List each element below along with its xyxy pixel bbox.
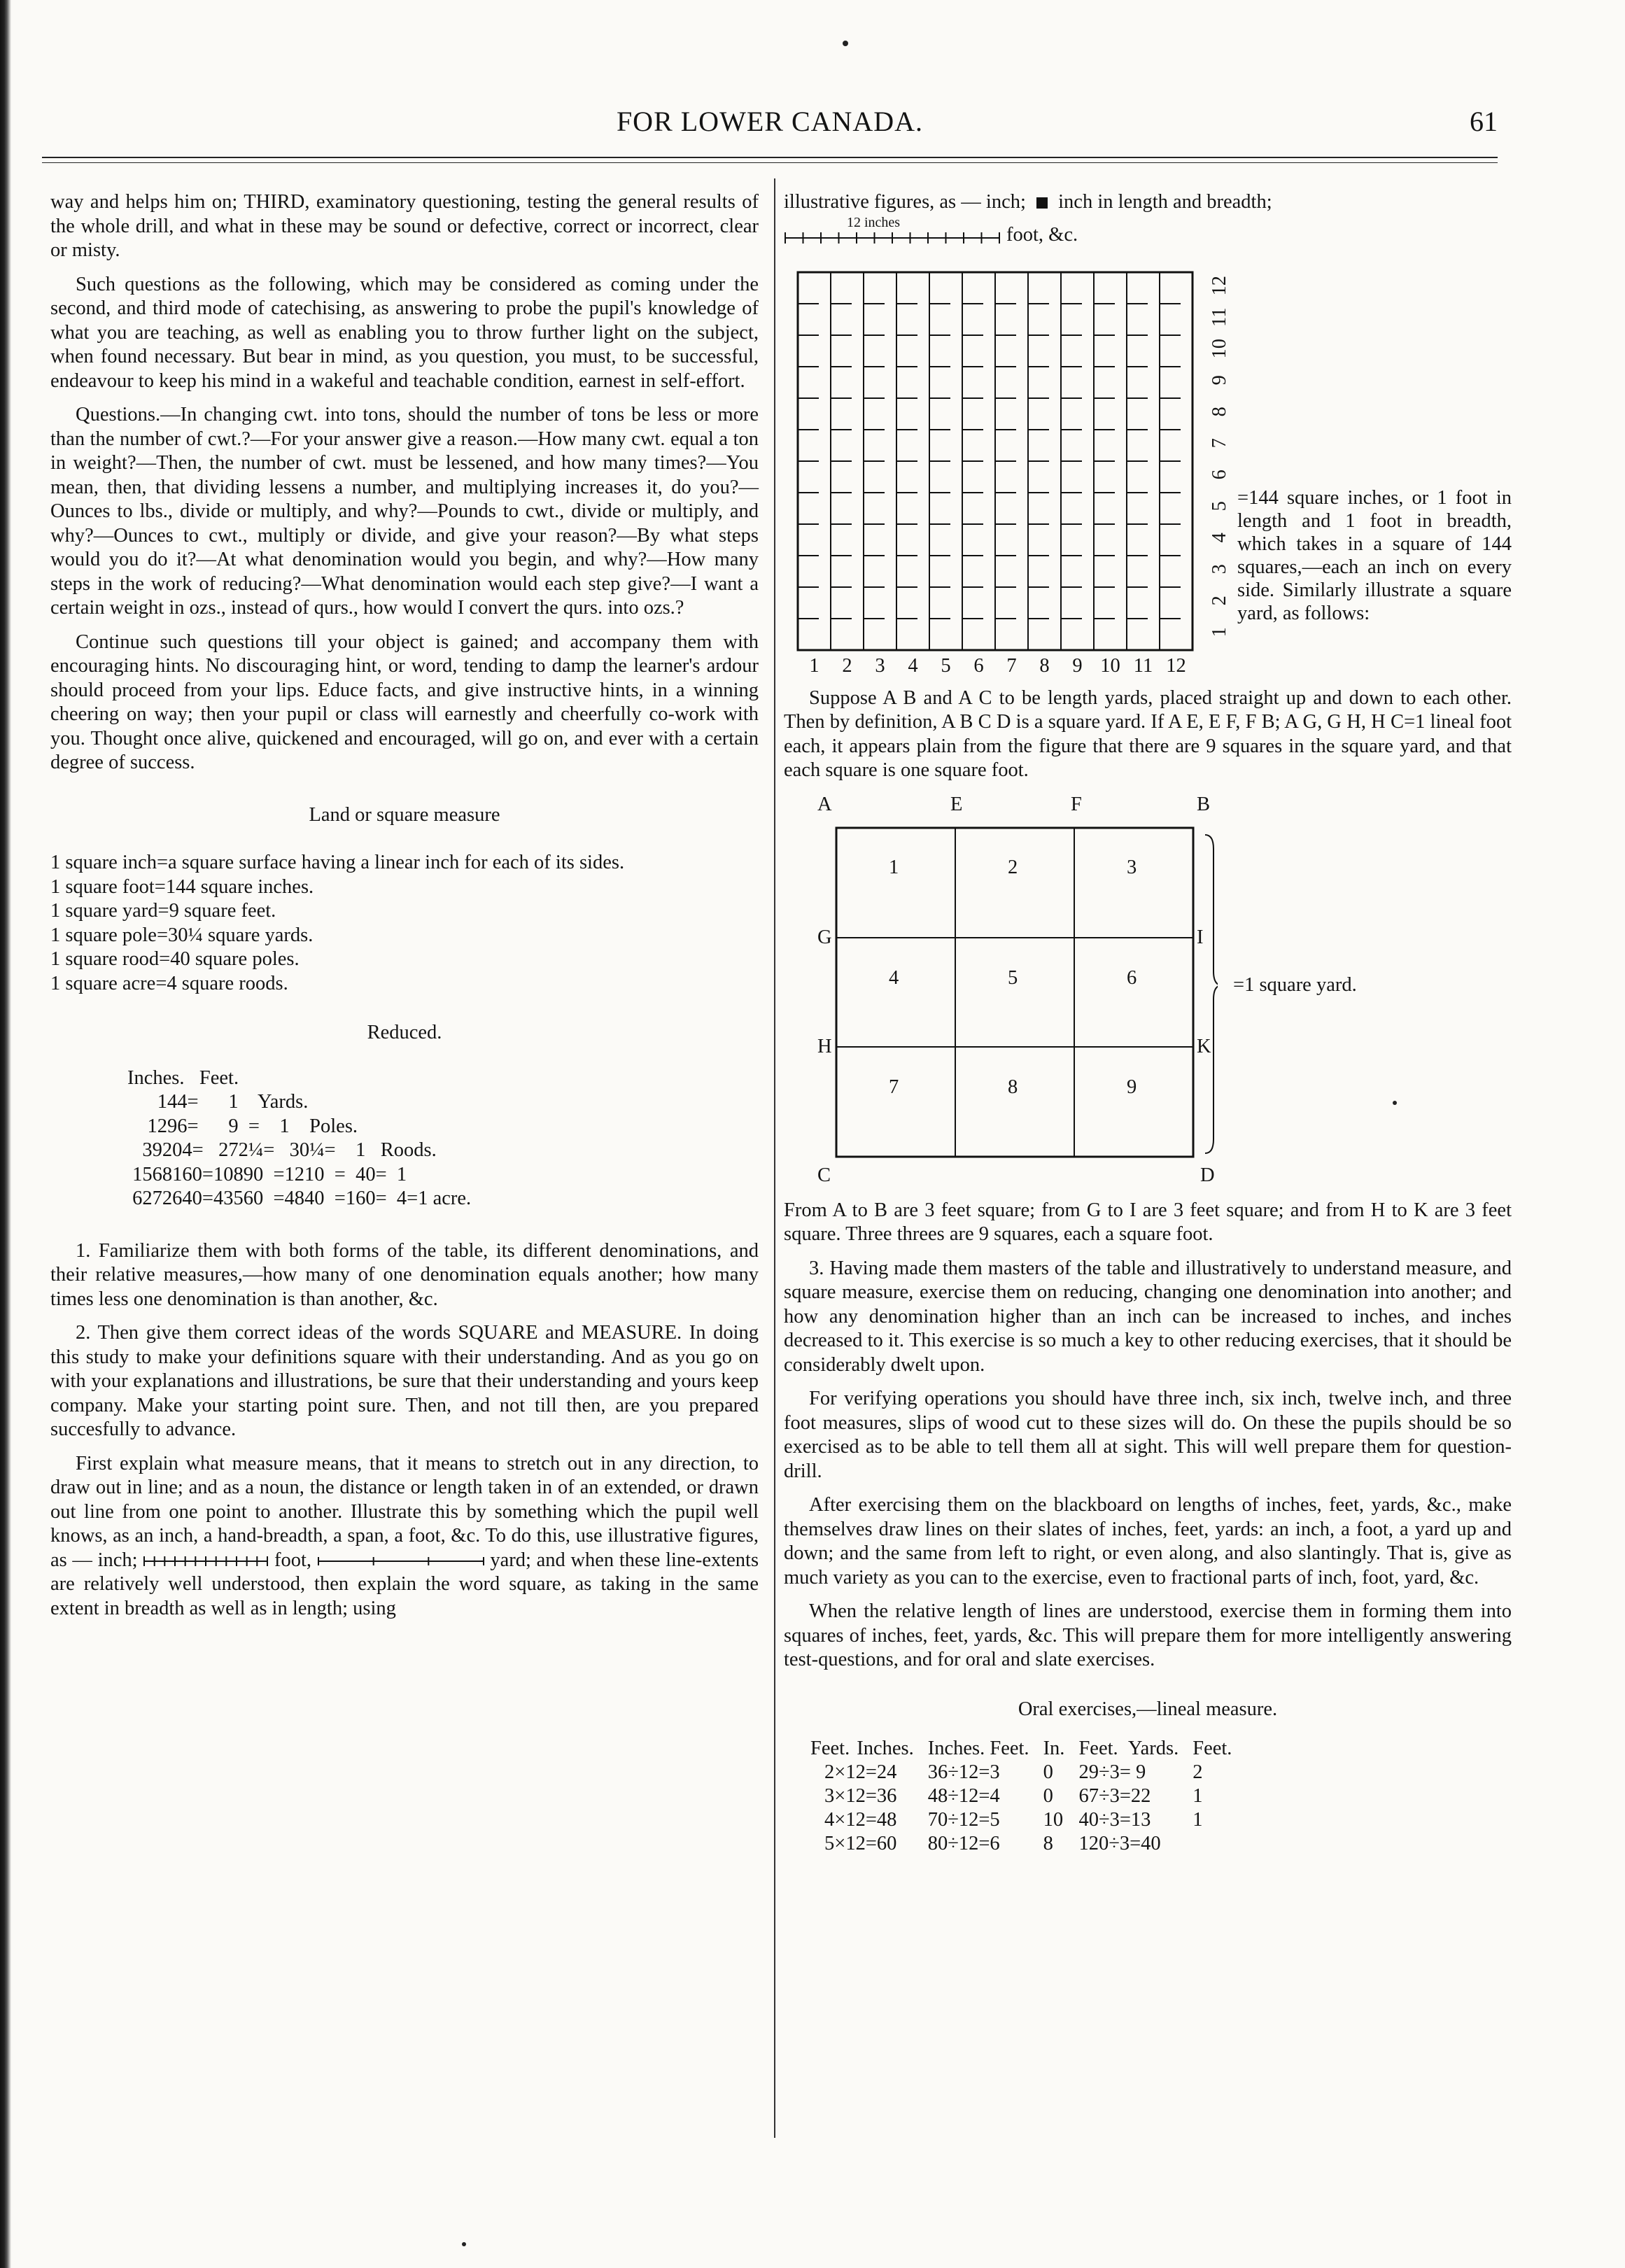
grid-bottom-number: 1 (809, 654, 819, 677)
grid-bottom-number: 7 (1006, 654, 1017, 677)
reduced-row: Inches. Feet. (127, 1066, 239, 1089)
grid-bottom-number: 9 (1072, 654, 1083, 677)
label-D: D (1200, 1164, 1215, 1186)
grid-right-number: 8 (1208, 406, 1230, 416)
text-run: illustrative figures, as — inch; (784, 191, 1026, 213)
grid-right-number: 11 (1208, 307, 1230, 327)
grid-side-text: =144 square inches, or 1 foot in length and 1 foot in breadth, which takes in a square of 144 squares,—each an inch on every side. Similarly illustrate a square yard, as follows: (1237, 486, 1512, 624)
grid-right-number: 12 (1208, 275, 1230, 295)
twelve-inches-label: 12 inches (847, 214, 901, 230)
grid-right-number: 4 (1208, 532, 1230, 542)
measure-item: 1 square pole=30¼ square yards. (50, 924, 314, 946)
paragraph: After exercising them on the blackboard on lengths of inches, feet, yards, &c., make themselves draw lines on their slates of inches, feet, yards: an inch, a foot, a yard up and down; and the same from left to right, or even along, and also slantingly. That is, give as much variety as you can to the exercise, even to fractional parts of inch, foot, yard, &c. (784, 1494, 1512, 1589)
table-row (803, 1832, 1239, 1856)
grid-bottom-number: 2 (842, 654, 852, 677)
grid-bottom-number: 3 (875, 654, 885, 677)
twelve-inch-line-figure (143, 1554, 269, 1568)
reduced-row: 1296= 9 = 1 Poles. (127, 1115, 358, 1137)
table-cell: 80÷12=6 (927, 1833, 1000, 1854)
text-run: inch in length and breadth; (1058, 191, 1272, 213)
yard-cell: 2 (1008, 856, 1018, 878)
grid-right-number: 1 (1208, 626, 1230, 637)
reduced-row: 39204= 272¼= 30¼= 1 Roods. (127, 1139, 437, 1161)
page-header (42, 105, 1498, 147)
section-heading: Land or square measure (309, 803, 500, 826)
foot-line-figure (784, 215, 1512, 255)
table-cell: 70÷12=5 (927, 1809, 1000, 1831)
table-header-cell (1071, 1737, 1186, 1761)
reduced-row: 144= 1 Yards. (127, 1091, 309, 1113)
text-run: foot, (274, 1549, 312, 1571)
twelve-tick-line (784, 229, 1001, 247)
ink-speck (462, 2242, 466, 2246)
text-run: yard; and when these line-extents are relatively well understood, then explain the word square, as taking in the same extent in breadth as well as in length; using (50, 1549, 759, 1619)
grid-bottom-number: 11 (1133, 654, 1153, 677)
table-header-cell: Feet. (810, 1738, 850, 1759)
page-binding-edge (0, 0, 11, 2268)
header-part: Feet. (1078, 1738, 1118, 1759)
table-cell: 4×12=48 (824, 1809, 897, 1831)
grid-right-number: 7 (1208, 437, 1230, 448)
reduced-table (127, 1066, 759, 1211)
label-B: B (1197, 793, 1211, 815)
square-yard-figure (784, 793, 1512, 1199)
grid-bottom-numbers (798, 654, 1193, 679)
right-column (784, 190, 1512, 1856)
table-header-cell: Feet. (1193, 1738, 1232, 1759)
table-header-cell: Inches. (857, 1738, 914, 1759)
table-header-row (803, 1737, 1239, 1761)
table-header-cell: In. (1043, 1738, 1065, 1759)
square-yard-diagram (826, 821, 1218, 1171)
table-row (803, 1808, 1239, 1832)
measure-item: 1 square foot=144 square inches. (50, 875, 314, 898)
table-cell: 10 (1043, 1809, 1064, 1831)
yard-line-figure (317, 1554, 485, 1568)
grid-right-numbers (1208, 272, 1232, 650)
grid-bottom-number: 5 (941, 654, 951, 677)
table-row (803, 1761, 1239, 1784)
paragraph: 3. Having made them masters of the table and illustratively to understand measure, and square measure, exercise them on reducing, changing one denomination into another; and how any denomination higher than an inch can be increased to inches, and inches decreased to it. This exercise is so much a key to other reducing exercises, that it should be considerably dwelt upon. (784, 1257, 1512, 1376)
table-cell: 2 (1193, 1761, 1203, 1783)
reduced-row: 6272640=43560 =4840 =160= 4=1 acre. (127, 1188, 472, 1209)
grid-right-number: 2 (1208, 595, 1230, 605)
grid-right-number: 6 (1208, 469, 1230, 479)
paragraph: For verifying operations you should have three inch, six inch, twelve inch, and three foot measures, slips of wood cut to these sizes will do. On these the pupils should be so exercised as to be able to tell them all at sight. This will well prepare them for question-drill. (784, 1388, 1512, 1482)
oral-exercises-table (803, 1737, 1239, 1856)
measure-item: 1 square inch=a square surface having a linear inch for each of its sides. (50, 852, 625, 873)
table-header-cell (921, 1737, 1036, 1761)
square-foot-grid (784, 265, 1211, 657)
table-cell: 1 (1193, 1785, 1203, 1807)
paragraph: Continue such questions till your object is gained; and accompany them with encouraging hints. No discouraging hint, or word, tending to damp the learner's ardour should proceed from your lips. Educe facts, and give instructive hints, in a winning cheering on way; then your pupil or class will earnestly and cheerfully co-work with you. Thought once alive, quickened and encouraged, will go on, and ever with a certain degree of success. (50, 631, 759, 773)
page-number: 61 (1470, 106, 1498, 137)
paragraph: Suppose A B and A C to be length yards, placed straight up and down to each other. Then by definition, A B C D is a square yard. If A E, E F, F B; A G, G H, H C=1 lineal foot each, it appears plain from the figure that there are 9 squares in the square yard, and that each square is one square foot. (784, 686, 1512, 781)
yard-cell: 6 (1127, 966, 1137, 989)
paragraph: From A to B are 3 feet square; from G to I are 3 feet square; and from H to K are 3 feet square. Three threes are 9 squares, each a square foot. (784, 1199, 1512, 1245)
paragraph: When the relative length of lines are understood, exercise them in forming them into squares of inches, feet, yards, &c. This will prepare them for more intelligently answering test-questions, and for oral and slate exercises. (784, 1600, 1512, 1670)
yard-cell: 7 (889, 1076, 899, 1098)
text-run: First explain what measure means, that it means to stretch out in any direction, to draw out in line; and as a noun, the distance or length taken in of an extended, or drawn out line from one point to another. Illustrate this by something which the pupil well knows, as an inch, a hand-breadth, a span, a foot, &c. To do this, use illustrative figures, as — inch; (50, 1452, 759, 1571)
table-cell: 29÷3= 9 (1078, 1761, 1146, 1783)
paragraph: 2. Then give them correct ideas of the words SQUARE and MEASURE. In doing this study to make your definitions square with their understanding. And as you go on with your explanations and illustrations, be sure that their understanding and yours keep company. Make your starting point sure. Then, and not till then, are you prepared succesfully to advance. (50, 1322, 759, 1440)
ink-speck (1393, 1101, 1397, 1105)
label-C: C (817, 1164, 831, 1186)
ink-speck (843, 41, 848, 46)
measure-item: 1 square acre=4 square roods. (50, 972, 288, 994)
measure-item: 1 square rood=40 square poles. (50, 948, 300, 970)
table-row (803, 1784, 1239, 1808)
table-cell: 0 (1043, 1761, 1053, 1783)
square-foot-figure (784, 255, 1512, 684)
grid-bottom-number: 10 (1100, 654, 1120, 677)
square-yard-label: =1 square yard. (1233, 973, 1357, 996)
paragraph: Such questions as the following, which may be considered as coming under the second, and third mode of catechising, as answering to probe the pupil's knowledge of what you are teaching, as well as enabling you to throw further light on the subject, when found necessary. But bear in mind, as you question, you must, to be successful, endeavour to keep his mind in a wakeful and teachable condition, earnest in self-effort. (50, 273, 759, 392)
grid-right-number: 9 (1208, 374, 1230, 385)
yard-cell: 3 (1127, 856, 1137, 878)
column-rule (774, 178, 775, 2138)
table-cell: 36÷12=3 (927, 1761, 1000, 1783)
yard-cell: 4 (889, 966, 899, 989)
table-cell: 67÷3=22 (1078, 1785, 1151, 1807)
label-K: K (1197, 1035, 1211, 1057)
grid-right-number: 3 (1208, 563, 1230, 574)
yard-cell: 8 (1008, 1076, 1018, 1098)
header-rule-top (42, 157, 1498, 158)
grid-right-number: 10 (1208, 338, 1230, 358)
paragraph: way and helps him on; THIRD, examinatory questioning, testing the general results of the whole drill, and what in these may be sound or defective, correct or incorrect, clear or misty. (50, 191, 759, 261)
table-cell: 5×12=60 (824, 1833, 897, 1854)
grid-right-number: 5 (1208, 500, 1230, 511)
header-rule-bottom (42, 162, 1498, 163)
label-H: H (817, 1035, 832, 1057)
paragraph: 1. Familiarize them with both forms of the table, its different denominations, and their relative measures,—how many of one denomination equals another; how many times less one denomination is than another, &c. (50, 1239, 759, 1310)
label-I: I (1197, 926, 1204, 948)
measure-item: 1 square yard=9 square feet. (50, 900, 276, 922)
table-cell: 2×12=24 (824, 1761, 897, 1783)
grid-bottom-number: 6 (973, 654, 984, 677)
section-heading: Oral exercises,—lineal measure. (1018, 1698, 1278, 1720)
table-cell: 8 (1043, 1833, 1053, 1854)
yard-cell: 1 (889, 856, 899, 878)
yard-cell: 9 (1127, 1076, 1137, 1098)
square-inch-mark-icon (1036, 197, 1048, 209)
table-cell (1186, 1832, 1239, 1856)
left-column (50, 190, 759, 1630)
reduced-row: 1568160=10890 =1210 = 40= 1 (127, 1163, 407, 1185)
table-cell: 0 (1043, 1785, 1053, 1807)
paragraph: Questions.—In changing cwt. into tons, should the number of tons be less or more than the number of cwt.?—For your answer give a reason.—How many cwt. equal a ton in weight?—Then, the number of cwt. must be lessened, and how many times?—You mean, then, that dividing lessens a number, and multiplying increases it, do you?—Ounces to lbs., divide or multiply, and why?—Pounds to cwt., divide or multiply, and why?—Ounces to cwt., multiply or divide, and give your reason?—By what steps would you do it?—At what denomination would you begin, and why?—How many steps in the work of reducing?—What denomination would each step give?—I want a certain weight in ozs., instead of qurs., how would I convert the qurs. into ozs.? (50, 404, 759, 619)
table-cell: 48÷12=4 (927, 1785, 1000, 1807)
grid-bottom-number: 8 (1039, 654, 1050, 677)
header-part: Yards. (1127, 1738, 1179, 1759)
grid-bottom-number: 4 (908, 654, 918, 677)
table-cell: 120÷3=40 (1078, 1833, 1161, 1854)
table-cell: 40÷3=13 (1078, 1809, 1151, 1831)
yard-cell: 5 (1008, 966, 1018, 989)
paragraph (50, 1452, 759, 1621)
label-G: G (817, 926, 832, 948)
foot-label: foot, &c. (1006, 223, 1078, 246)
table-cell: 3×12=36 (824, 1785, 897, 1807)
label-E: E (950, 793, 963, 815)
section-heading: Reduced. (367, 1022, 442, 1043)
running-title: FOR LOWER CANADA. (616, 106, 924, 137)
measure-list (50, 851, 759, 996)
table-cell: 1 (1193, 1809, 1203, 1831)
grid-bottom-number: 12 (1166, 654, 1186, 677)
header-part: Feet. (990, 1738, 1029, 1759)
label-A: A (817, 793, 832, 815)
header-part: Inches. (927, 1738, 985, 1759)
label-F: F (1071, 793, 1082, 815)
